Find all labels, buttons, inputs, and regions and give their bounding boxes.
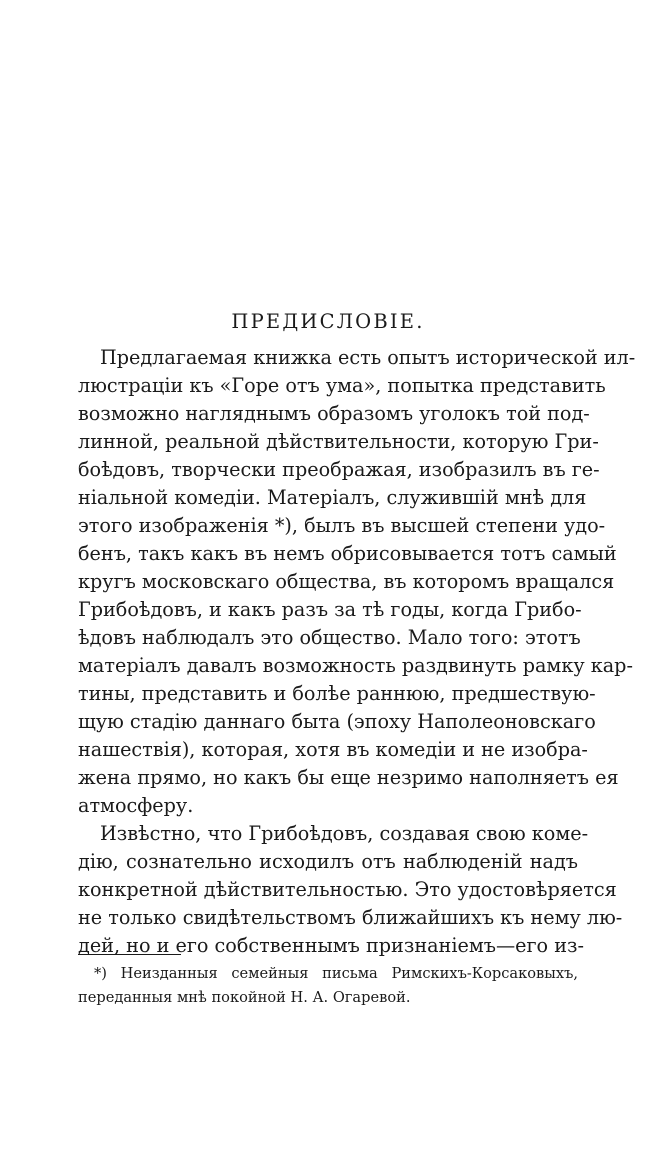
text-line: конкретной дѣйствительностью. Это удостовѣряется [78,878,617,901]
text-line: Грибоѣдовъ, и какъ разъ за тѣ годы, когда Грибо- [78,598,582,621]
footnote-line: переданныя мнѣ покойной Н. А. Огаревой. [78,989,411,1006]
text-line: дію, сознательно исходилъ отъ наблюденій надъ [78,850,578,873]
text-line: кругъ московскаго общества, въ которомъ вращался [78,570,615,593]
text-line: этого изображенія *), былъ въ высшей степени удо- [78,514,606,537]
text-line: матеріалъ давалъ возможность раздвинуть рамку кар- [78,654,633,677]
text-line: бенъ, такъ какъ въ немъ обрисовывается тотъ самый [78,542,617,565]
text-line: линной, реальной дѣйствительности, которую Гри- [78,430,599,453]
text-line: возможно нагляднымъ образомъ уголокъ той под- [78,402,590,425]
text-line: ѣдовъ наблюдалъ это общество. Мало того: этотъ [78,626,581,649]
footnote-divider [78,954,181,955]
text-line: люстраціи къ «Горе отъ ума», попытка представить [78,374,606,397]
text-line: не только свидѣтельствомъ ближайшихъ къ нему лю- [78,906,623,929]
text-line: боѣдовъ, творчески преображая, изобразилъ въ ге- [78,458,600,481]
text-line: Предлагаемая книжка есть опытъ исторической ил- [100,346,636,369]
text-line: жена прямо, но какъ бы еще незримо наполняетъ ея [78,766,619,789]
text-line: Извѣстно, что Грибоѣдовъ, создавая свою коме- [100,822,589,845]
text-line: ніальной комедіи. Матеріалъ, служившій мнѣ для [78,486,587,509]
page-title: ПРЕДИСЛОВІЕ. [231,310,425,333]
text-line: атмосферу. [78,794,194,817]
text-line: дей, но и его собственнымъ признаніемъ—его из- [78,934,584,957]
text-line: тины, представить и болѣе раннюю, предшествую- [78,682,596,705]
text-line: нашествія), которая, хотя въ комедіи и не изобра- [78,738,588,761]
text-line: щую стадію даннаго быта (эпоху Наполеоновскаго [78,710,596,733]
footnote-line: *) Неизданныя семейныя письма Римскихъ-Корсаковыхъ, [94,965,578,982]
